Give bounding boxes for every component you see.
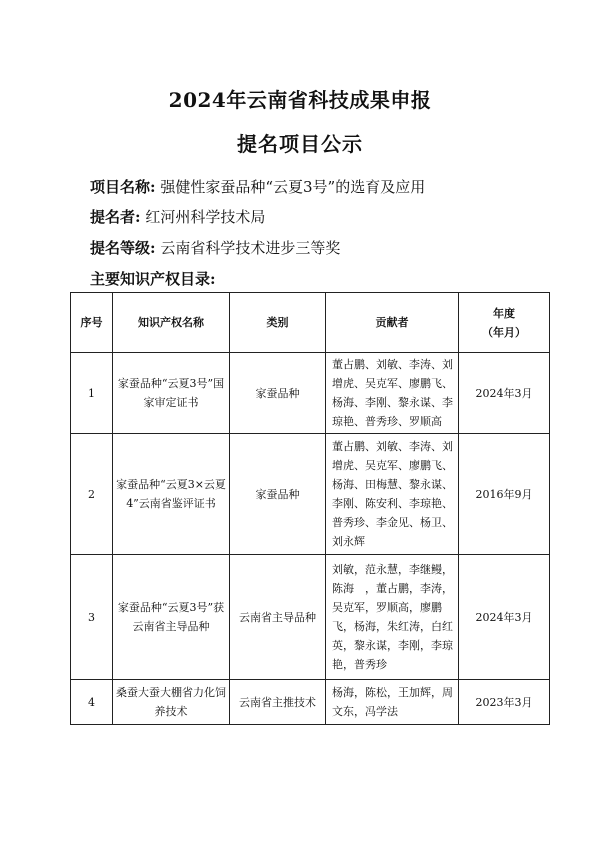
cell-contributors: 刘敏，范永慧，李继鳗，陈海 ，董占鹏，李涛，吴克军，罗顺高，廖鹏飞，杨海，朱红涛，白红英，黎永谋，李刚，李琼艳，普秀珍 [326, 555, 459, 680]
cell-contributors: 董占鹏、刘敏、李涛、刘增虎、吴克军、廖鹏飞、杨海、李刚、黎永谋、李琼艳、普秀珍、罗顺高 [326, 353, 459, 434]
cell-no: 4 [71, 680, 113, 725]
cell-no: 2 [71, 434, 113, 555]
table-row [71, 353, 550, 434]
table-row [71, 555, 550, 680]
header-year-line1: 年度 [493, 306, 515, 320]
cell-category: 家蚕品种 [230, 353, 326, 434]
cell-date: 2023年3月 [459, 680, 550, 725]
table-header-row [71, 293, 550, 353]
header-year-line2: （年月） [482, 325, 526, 339]
table-row [71, 680, 550, 725]
header-name: 知识产权名称 [113, 293, 230, 353]
table-row [71, 434, 550, 555]
ip-table [70, 292, 550, 725]
ip-section-title: 主要知识产权目录: [90, 270, 216, 288]
project-name-line [90, 176, 425, 197]
cell-category: 云南省主推技术 [230, 680, 326, 725]
cell-category: 家蚕品种 [230, 434, 326, 555]
cell-no: 3 [71, 555, 113, 680]
cell-name: 家蚕品种“云夏3×云夏4”云南省鉴评证书 [113, 434, 230, 555]
header-category: 类别 [230, 293, 326, 353]
cell-no: 1 [71, 353, 113, 434]
header-contributors: 贡献者 [326, 293, 459, 353]
grade-value: 云南省科学技术进步三等奖 [160, 239, 341, 257]
cell-name: 家蚕品种“云夏3号”获云南省主导品种 [113, 555, 230, 680]
cell-name: 家蚕品种“云夏3号”国家审定证书 [113, 353, 230, 434]
cell-date: 2016年9月 [459, 434, 550, 555]
cell-date: 2024年3月 [459, 353, 550, 434]
cell-name: 桑蚕大蚕大棚省力化饲养技术 [113, 680, 230, 725]
nominator-line [90, 206, 265, 227]
cell-contributors: 杨海，陈松，王加辉，周文东，冯学法 [326, 680, 459, 725]
document-title: 2024年云南省科技成果申报 [168, 88, 432, 112]
grade-label: 提名等级: [90, 239, 156, 257]
header-year [459, 293, 550, 353]
nominator-label: 提名者: [90, 208, 141, 226]
cell-contributors: 董占鹏、刘敏、李涛、刘增虎、吴克军、廖鹏飞、杨海、田梅慧、黎永谋、李刚、陈安利、李琼艳、普秀珍、李金见、杨卫、刘永辉 [326, 434, 459, 555]
header-no: 序号 [71, 293, 113, 353]
nominator-value: 红河州科学技术局 [145, 208, 266, 226]
project-name-label: 项目名称: [90, 178, 156, 196]
cell-category: 云南省主导品种 [230, 555, 326, 680]
document-subtitle: 提名项目公示 [237, 132, 363, 156]
cell-date: 2024年3月 [459, 555, 550, 680]
grade-line [90, 237, 340, 258]
project-name-value: 强健性家蚕品种“云夏3号”的选育及应用 [160, 178, 426, 196]
